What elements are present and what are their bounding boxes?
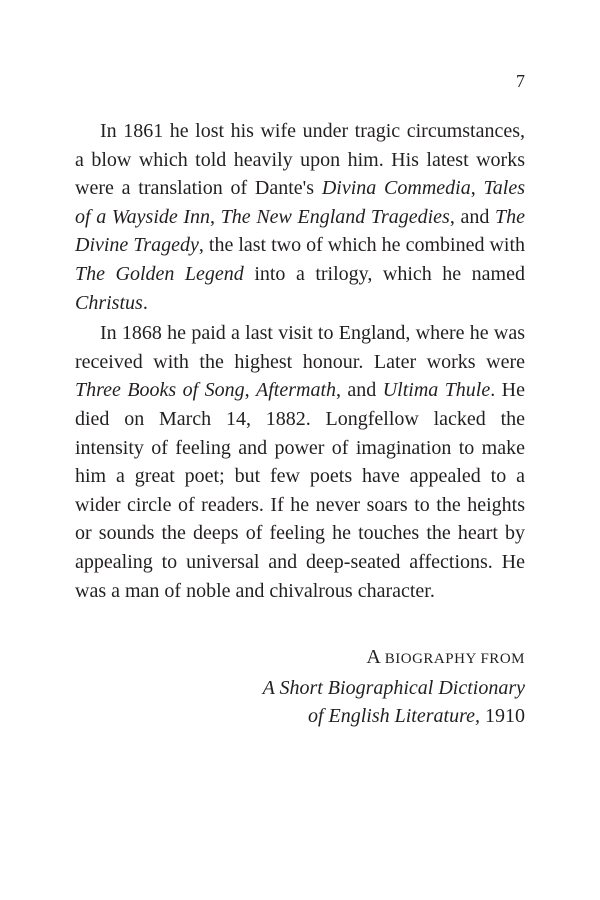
text-run: , <box>244 379 257 402</box>
italic-title-run: Aftermath <box>256 379 337 402</box>
italic-title-run: The Divine Tragedy <box>75 205 525 257</box>
italic-title-run: The New England Tragedies <box>220 205 450 228</box>
attribution-line-2 <box>75 674 525 703</box>
paragraph-1 <box>75 117 525 317</box>
text-run: , and <box>336 379 383 402</box>
attribution-source-label: BIOGRAPHY FROM <box>384 651 525 667</box>
attribution <box>75 643 525 731</box>
italic-title-run: Divina Commedia <box>321 177 471 200</box>
page-number: 7 <box>516 71 525 91</box>
text-run: In 1861 he lost his wife under tragic circumstances, a blow which told heavily upon him. His latest works were a translation of Dante's <box>75 120 525 200</box>
italic-title-run: Three Books of Song <box>75 379 245 402</box>
text-run: , <box>210 205 221 228</box>
text-run: into a trilogy, which he named <box>243 262 525 285</box>
paragraph-2 <box>75 319 525 605</box>
attribution-year: 1910 <box>485 705 525 728</box>
text-run: . <box>142 291 148 314</box>
italic-title-run: Tales of a Wayside Inn <box>75 177 526 228</box>
text-run: , <box>470 177 484 200</box>
text-run: , the last two of which he combined with <box>198 234 526 257</box>
text-run: In 1868 he paid a last visit to England, where he was received with the highest honour. Later works were <box>75 322 525 373</box>
attribution-line-1 <box>75 643 525 674</box>
body-text <box>75 117 525 605</box>
italic-title-run: Ultima Thule <box>382 379 491 402</box>
attribution-book-title: A Short Biographical Dictionary <box>262 676 525 699</box>
attribution-line-3 <box>75 702 525 731</box>
italic-title-run: Christus <box>75 291 143 314</box>
text-run: , and <box>449 205 495 228</box>
text-run: . He died on March 14, 1882. Longfellow lacked the intensity of feeling and power of imagination to make him a great poet; but few poets have appealed to a wider circle of readers. If he never soars to the heights or sounds the deeps of feeling he touches the heart by appealing to universal and deep-seated affections. He was a man of noble and chivalrous character. <box>75 379 525 602</box>
italic-title-run: The Golden Legend <box>75 262 244 285</box>
attribution-initial: A <box>366 646 380 668</box>
attribution-book-title-cont: of English Literature, <box>307 705 480 728</box>
